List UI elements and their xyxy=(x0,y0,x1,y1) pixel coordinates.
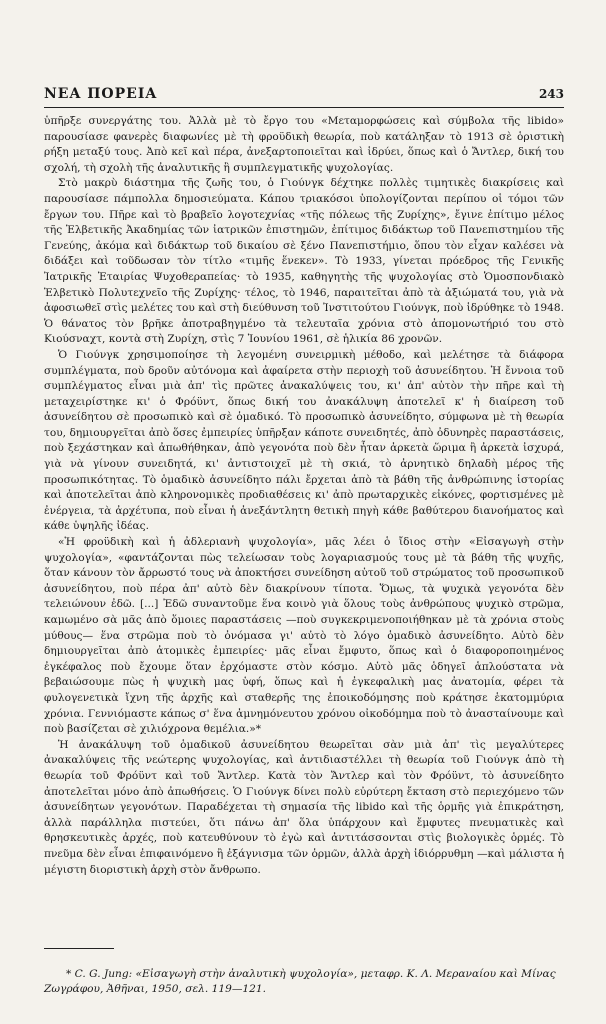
paragraph: Ἡ ἀνακάλυψη τοῦ ὁμαδικοῦ ἀσυνείδητου θεωρεῖται σὰν μιὰ ἀπ' τὶς μεγαλύτερες ἀνακαλύψεις τῆς νεώτερης ψυχολογίας, καὶ ἀντιδιαστέλλει τὴ θεωρία τοῦ Γιούνγκ ἀπὸ τὴ θεωρία τοῦ Φρόϋντ καὶ τοῦ Ἄντλερ. Κατὰ τὸν Ἄντλερ καὶ τὸν Φρόϋντ, τὸ ἀσυνείδητο ἀποτελεῖται μόνο ἀπὸ ἀπωθήσεις. Ὁ Γιούνγκ δίνει πολὺ εὐρύτερη ἔκταση στὸ περιεχόμενο τῶν ἀσυνείδητων γεγονότων. Παραδέχεται τὴ σημασία τῆς libido καὶ τῆς ὁρμῆς γιὰ ἐπικράτηση, ἀλλὰ παράλληλα πιστεύει, ὅτι πάνω ἀπ' ὅλα ὑπάρχουν καὶ ἔμφυτες πνευματικὲς καὶ θρησκευτικὲς ἀρχές, ποὺ κατευθύνουν τὸ ἐγὼ καὶ ἀντιτάσσονται στὶς βιολογικὲς ὁρμές. Τὸ πνεῦμα δὲν εἶναι ἐπιφαινόμενο ἢ ἐξάγνισμα τῶν ὁρμῶν, ἀλλὰ ἀρχὴ ἰδιόρρυθμη —καὶ μάλιστα ἡ μέγιστη διοριστικὴ ἀρχὴ στὸν ἄνθρωπο. xyxy=(44,738,564,876)
footnote-rule xyxy=(44,948,114,949)
paragraph: «Ἡ φροϋδικὴ καὶ ἡ ἀδλεριανὴ ψυχολογία», μᾶς λέει ὁ ἴδιος στὴν «Εἰσαγωγὴ στὴν ψυχολογία», «φαντάζονται πὼς τελείωσαν τοὺς λογαριασμούς τους μὲ τὰ βάθη τῆς ψυχῆς, ὅταν κάνουν τὸν ἄρρωστό τους νὰ ἀποκτήσει συνείδηση αὐτοῦ τοῦ στρώματος τοῦ προσωπικοῦ ἀσυνείδητου, ποὺ πέρα ἀπ' αὐτὸ δὲν διακρίνουν τίποτα. Ὅμως, τὰ ψυχικὰ γεγονότα δὲν τελειώνουν ἐδῶ. [...] Ἐδῶ συναντοῦμε ἕνα κοινὸ γιὰ ὅλους τοὺς ἀνθρώπους ψυχικὸ στρῶμα, καμωμένο σὰ μᾶς ἀπὸ ὅμοιες παραστάσεις —ποὺ συγκεκριμενοποιήθηκαν μὲ τὰ χρόνια στοὺς μύθους— ἕνα στρῶμα ποὺ τὸ ὀνόμασα γι' αὐτὸ τὸ λόγο ὁμαδικὸ ἀσυνείδητο. Αὐτὸ δὲν δημιουργεῖται ἀπὸ ἀτομικὲς ἐμπειρίες· μᾶς εἶναι ἔμφυτο, ὅπως καὶ ὁ διαφοροποιημένος ἐγκέφαλος ποὺ ἔχουμε ὅταν ἐρχόμαστε στὸν κόσμο. Αὐτὸ μᾶς ὁδηγεῖ ἁπλούστατα νὰ βεβαιώσουμε πὼς ἡ ψυχικὴ μας ὑφή, ὅπως καὶ ἡ ἐγκεφαλικὴ μας ἀνατομία, φέρει τὰ φυλογενετικὰ ἴχνη τῆς ἀρχῆς καὶ σταθερῆς της ἐποικοδόμησης ποὺ κράτησε ἑκατομμύρια χρόνια. Γεννιόμαστε κάπως σ' ἕνα ἀμνημόνευτου χρόνου οἰκοδόμημα ποὺ τὸ ἀνασταίνουμε καὶ ποὺ βασίζεται σὲ χιλιόχρονα θεμέλια.»* xyxy=(44,536,564,736)
paragraph: Ὁ Γιούνγκ χρησιμοποίησε τὴ λεγομένη συνειρμικὴ μέθοδο, καὶ μελέτησε τὰ διάφορα συμπλέγματα, ποὺ δροῦν αὐτόνομα καὶ ἀφαίρετα στὴν περιοχὴ τοῦ ἀσυνείδητου. Ἡ ἔννοια τοῦ συμπλέγματος εἶναι μιὰ ἀπ' τὶς πρῶτες ἀνακαλύψεις του, κι' ἀπ' αὐτὸν τὴν πῆρε καὶ τὴ μεταχειρίστηκε κι' ὁ Φρόϋντ, ὅπως δική του ἀνακάλυψη ἀποτελεῖ κ' ἡ διαίρεση τοῦ ἀσυνείδητου σὲ προσωπικὸ καὶ σὲ ὁμαδικό. Τὸ προσωπικὸ ἀσυνείδητο, σύμφωνα μὲ τὴ θεωρία του, δημιουργεῖται ἀπὸ ὅσες ἐμπειρίες ὑπῆρξαν κάποτε συνειδητές, ἀπὸ ὀδυνηρὲς παραστάσεις, ποὺ ξεχάστηκαν καὶ ἀπωθήθηκαν, ἀπὸ γεγονότα ποὺ δὲν ἦταν ἀρκετὰ ὥριμα ἢ ἀρκετὰ ἰσχυρά, γιὰ νὰ γίνουν συνειδητά, κι' ἀντιστοιχεῖ μὲ τὴ σκιά, τὸ ἀρνητικὸ δηλαδὴ μέρος τῆς προσωπικότητας. Τὸ ὁμαδικὸ ἀσυνείδητο πάλι ἔρχεται ἀπὸ τὰ βάθη τῆς ἀνθρώπινης ἱστορίας καὶ ἀποτελεῖται ἀπὸ κληρονομικὲς προδιαθέσεις κι' ἀπὸ πρωταρχικὲς εἰκόνες, φορτισμένες μὲ ἐνέργεια, τὰ ἀρχέτυπα, ποὺ εἶναι ἡ ἀνεξάντλητη θετικὴ πηγὴ κάθε βαθύτερου διανοήματος καὶ κάθε ὑψηλῆς ἰδέας. xyxy=(44,348,564,533)
header-rule xyxy=(44,107,564,108)
paragraph: ὑπῆρξε συνεργάτης του. Ἀλλὰ μὲ τὸ ἔργο του «Μεταμορφώσεις καὶ σύμβολα τῆς libido» παρουσίασε φανερὲς διαφωνίες μὲ τὴ φροϋδικὴ θεωρία, ποὺ κατάληξαν τὸ 1913 σὲ ὁριστικὴ ρήξη μεταξύ τους. Ἀπὸ κεῖ καὶ πέρα, ἀνεξαρτοποιεῖται καὶ ἱδρύει, ὅπως καὶ ὁ Ἄντλερ, δική του σχολή, τὴ σχολὴ τῆς ἀναλυτικῆς ἢ συμπλεγματικῆς ψυχολογίας. xyxy=(44,115,564,174)
paragraph: Στὸ μακρὺ διάστημα τῆς ζωῆς του, ὁ Γιούνγκ δέχτηκε πολλὲς τιμητικὲς διακρίσεις καὶ παρουσίασε πάμπολλα δημοσιεύματα. Κάπου τριακόσοι ὑπολογίζονται περίπου οἱ τόμοι τῶν ἔργων του. Πῆρε καὶ τὸ βραβεῖο λογοτεχνίας «τῆς πόλεως τῆς Ζυρίχης», ἔγινε ἐπίτιμο μέλος τῆς Ἑλβετικῆς Ἀκαδημίας τῶν ἰατρικῶν ἐπιστημῶν, ἐπίτιμος διδάκτωρ τοῦ Πανεπιστημίου τῆς Γενεύης, ἀκόμα καὶ διδάκτωρ τοῦ δικαίου σὲ ξένο Πανεπιστήμιο, ὅπου τὸν εἶχαν καλέσει νὰ διδάξει καὶ τοῦδωσαν τὸν τίτλο «τιμῆς ἕνεκεν». Τὸ 1933, γίνεται πρόεδρος τῆς Γενικῆς Ἰατρικῆς Ἑταιρίας Ψυχοθεραπείας· τὸ 1935, καθηγητὴς τῆς ψυχολογίας στὸ Ὁμοσπονδιακὸ Ἑλβετικὸ Πολυτεχνεῖο τῆς Ζυρίχης· τέλος, τὸ 1946, παραιτεῖται ἀπὸ τὰ ἀξιώματά του, γιὰ νὰ ἀφοσιωθεῖ στὶς μελέτες του καὶ στὴ διεύθυνση τοῦ Ἰνστιτούτου Γιούνγκ, ποὺ ἱδρύθηκε τὸ 1948. Ὁ θάνατος τὸν βρῆκε ἀποτραβηγμένο τὰ τελευταῖα χρόνια στὸ ἀπομονωτήριό του στὸ Κιούσναχτ, κοντὰ στὴ Ζυρίχη, στὶς 7 Ἰουνίου 1961, σὲ ἡλικία 86 χρονῶν. xyxy=(44,177,564,346)
running-header xyxy=(44,86,564,102)
journal-title: ΝΕΑ ΠΟΡΕΙΑ xyxy=(44,86,158,102)
footnote: * C. G. Jung: «Εἰσαγωγὴ στὴν ἀναλυτικὴ ψυχολογία», μεταφρ. Κ. Λ. Μεραναίου καὶ Μίνας Ζωγράφου, Ἀθῆναι, 1950, σελ. 119—121. xyxy=(44,967,556,995)
page-number: 243 xyxy=(538,87,564,101)
article-body xyxy=(44,114,564,878)
